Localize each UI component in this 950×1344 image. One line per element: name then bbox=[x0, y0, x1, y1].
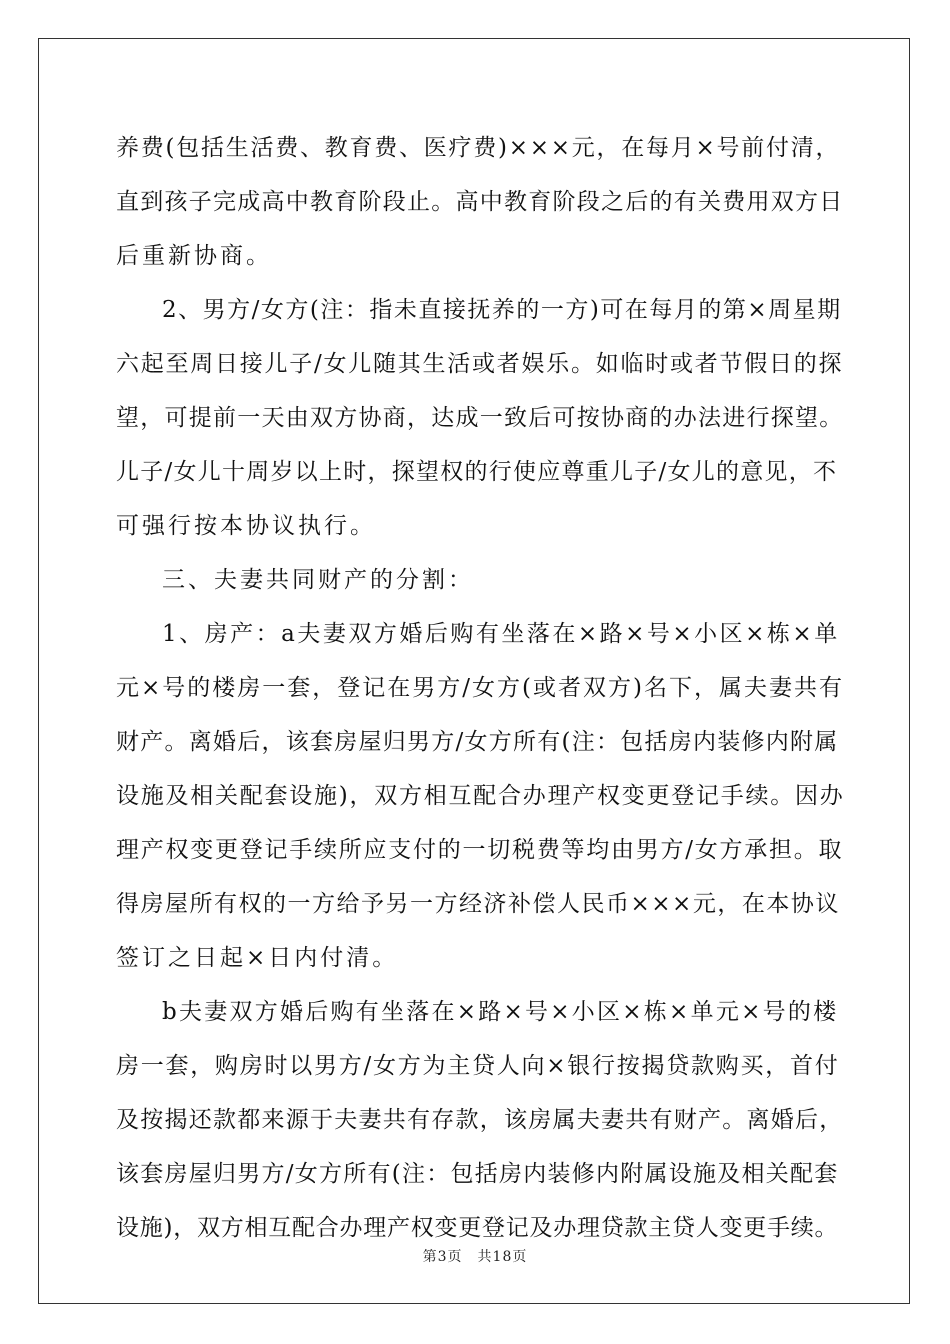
page-number-footer: 第3页 共18页 bbox=[422, 1249, 528, 1265]
text-line: 可强行按本协议执行。 bbox=[116, 513, 376, 539]
text-line: 设施及相关配套设施)，双方相互配合办理产权变更登记手续。因办 bbox=[116, 783, 845, 809]
text-line: 设施)，双方相互配合办理产权变更登记及办理贷款主贷人变更手续。 bbox=[116, 1215, 839, 1241]
text-line: 元×号的楼房一套，登记在男方/女方(或者双方)名下，属夫妻共有 bbox=[116, 675, 844, 701]
text-line: 房一套，购房时以男方/女方为主贷人向×银行按揭贷款购买，首付 bbox=[116, 1053, 840, 1079]
text-line: 财产。离婚后，该套房屋归男方/女方所有(注：包括房内装修内附属 bbox=[116, 729, 839, 755]
text-line: 签订之日起×日内付清。 bbox=[116, 945, 399, 971]
text-line: 养费(包括生活费、教育费、医疗费)×××元，在每月×号前付清， bbox=[116, 135, 841, 161]
text-line: b夫妻双方婚后购有坐落在×路×号×小区×栋×单元×号的楼 bbox=[162, 999, 839, 1025]
text-line: 及按揭还款都来源于夫妻共有存款，该房属夫妻共有财产。离婚后， bbox=[116, 1107, 844, 1133]
text-line: 得房屋所有权的一方给予另一方经济补偿人民币×××元，在本协议 bbox=[116, 891, 840, 917]
text-line: 该套房屋归男方/女方所有(注：包括房内装修内附属设施及相关配套 bbox=[116, 1161, 839, 1187]
text-line: 后重新协商。 bbox=[116, 243, 272, 269]
text-line: 儿子/女儿十周岁以上时，探望权的行使应尊重儿子/女儿的意见，不 bbox=[116, 459, 838, 485]
text-line: 2、男方/女方(注：指未直接抚养的一方)可在每月的第×周星期 bbox=[162, 297, 842, 323]
text-line: 六起至周日接儿子/女儿随其生活或者娱乐。如临时或者节假日的探 bbox=[116, 351, 844, 377]
text-line: 直到孩子完成高中教育阶段止。高中教育阶段之后的有关费用双方日 bbox=[116, 189, 844, 215]
text-line: 理产权变更登记手续所应支付的一切税费等均由男方/女方承担。取 bbox=[116, 837, 844, 863]
text-line: 1、房产：a夫妻双方婚后购有坐落在×路×号×小区×栋×单 bbox=[162, 621, 840, 647]
section-heading: 三、夫妻共同财产的分割： bbox=[162, 567, 474, 593]
text-line: 望，可提前一天由双方协商，达成一致后可按协商的办法进行探望。 bbox=[116, 405, 844, 431]
document-body bbox=[116, 126, 845, 1260]
